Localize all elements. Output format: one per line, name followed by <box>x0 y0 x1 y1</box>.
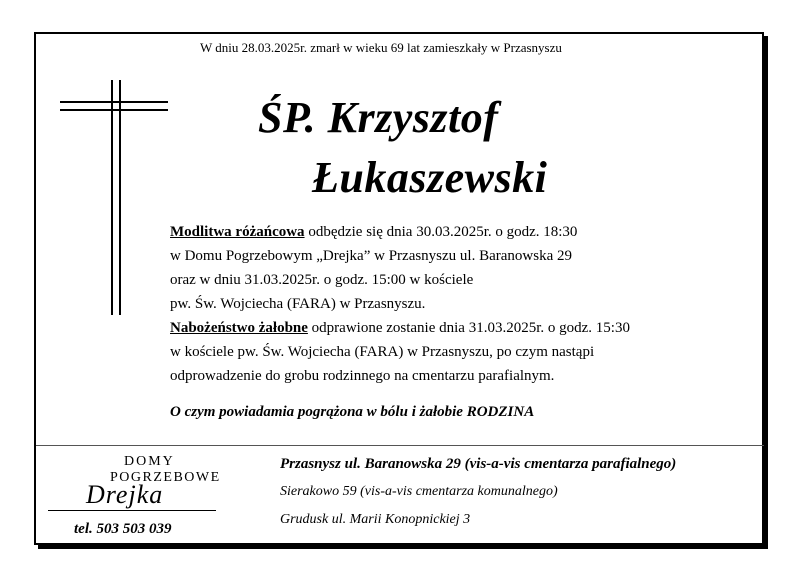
rosary-text: odbędzie się dnia 30.03.2025r. o godz. 18:30 <box>304 224 578 240</box>
section-divider <box>36 445 764 446</box>
family-closing-line: O czym powiadamia pogrążona w bólu i żałobie RODZINA <box>170 404 535 420</box>
address-przasnysz: Przasnysz ul. Baranowska 29 (vis-a-vis cmentarza parafialnego) <box>280 456 677 472</box>
death-announcement-text: W dniu 28.03.2025r. zmarł w wieku 69 lat zamieszkały w Przasnyszu <box>200 40 562 55</box>
logo-underline <box>48 510 216 511</box>
cross-vertical-bar <box>119 80 121 315</box>
mass-text: odprawione zostanie dnia 31.03.2025r. o godz. 15:30 <box>307 320 630 336</box>
funeral-home-logo <box>44 454 234 526</box>
deceased-name-line2: Łukaszewski <box>312 153 548 202</box>
mass-line-1 <box>170 316 630 340</box>
deceased-name-line1: ŚP. Krzysztof <box>258 93 499 142</box>
cross-horizontal-bar <box>60 109 168 111</box>
logo-text-drejka: Drejka <box>86 480 164 509</box>
mass-line-2: w kościele pw. Św. Wojciecha (FARA) w Przasnyszu, po czym nastąpi <box>170 344 595 360</box>
rosary-line-3: oraz w dniu 31.03.2025r. o godz. 15:00 w kościele <box>170 272 474 288</box>
address-sierakowo: Sierakowo 59 (vis-a-vis cmentarza komunalnego) <box>280 484 558 499</box>
logo-text-domy: DOMY <box>124 454 175 469</box>
address-grudusk: Grudusk ul. Marii Konopnickiej 3 <box>280 512 471 527</box>
rosary-line-4: pw. Św. Wojciecha (FARA) w Przasnyszu. <box>170 296 426 312</box>
cross-horizontal-bar <box>60 101 168 103</box>
logo-text-pogrzebowe: POGRZEBOWE <box>110 470 221 485</box>
mass-line-3: odprowadzenie do grobu rodzinnego na cmentarzu parafialnym. <box>170 368 555 384</box>
rosary-label: Modlitwa różańcowa <box>170 224 305 240</box>
rosary-line-2: w Domu Pogrzebowym „Drejka” w Przasnyszu ul. Baranowska 29 <box>170 248 572 264</box>
rosary-line-1 <box>170 220 630 244</box>
cross-vertical-bar <box>111 80 113 315</box>
mass-label: Nabożeństwo żałobne <box>170 320 308 336</box>
ceremony-details <box>170 220 630 388</box>
funeral-home-phone: tel. 503 503 039 <box>74 521 172 537</box>
